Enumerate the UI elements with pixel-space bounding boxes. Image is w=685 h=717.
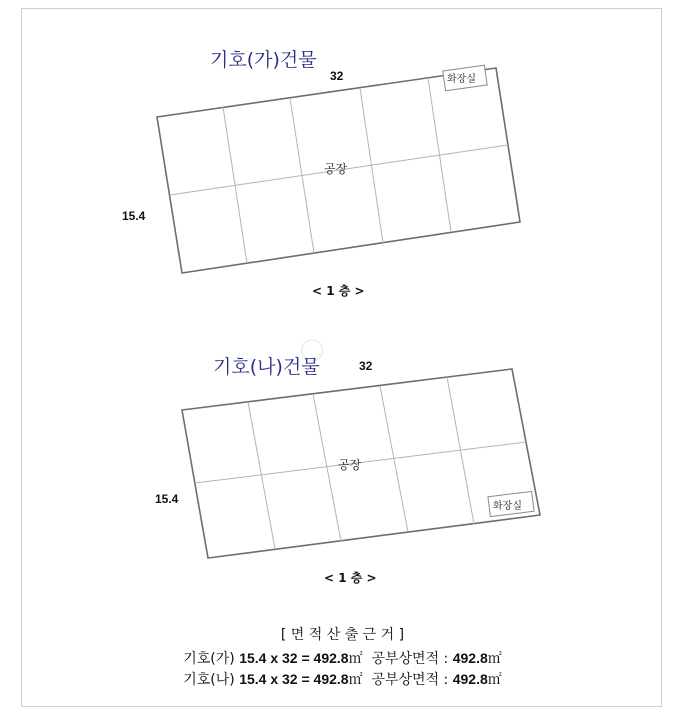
area-row-formula: 15.4 x 32 = 492.8 bbox=[239, 650, 349, 666]
area-basis-heading: [ 면 적 산 출 근 거 ] bbox=[280, 627, 405, 643]
building-a-plan bbox=[122, 49, 520, 298]
building-a-room-label: 공장 bbox=[324, 162, 348, 176]
area-row-unit: ㎡ bbox=[348, 651, 363, 667]
building-a-title: 기호(가)건물 bbox=[210, 49, 317, 71]
building-a-width-label: 15.4 bbox=[122, 209, 146, 223]
building-b-width-label: 15.4 bbox=[155, 492, 179, 506]
building-b-floor-label: < 1 층 > bbox=[324, 571, 377, 585]
building-b-room-label: 공장 bbox=[338, 458, 362, 472]
area-row-prefix: 기호(나) bbox=[183, 672, 235, 688]
area-row-record-label: 공부상면적 : bbox=[371, 672, 449, 688]
area-row-unit: ㎡ bbox=[348, 672, 363, 688]
area-basis-row bbox=[0, 669, 685, 689]
building-b-restroom-label: 화장실 bbox=[493, 501, 522, 512]
building-b-plan bbox=[155, 356, 540, 585]
watermark-logo: ◯ bbox=[300, 337, 325, 362]
area-row-record-unit: ㎡ bbox=[487, 651, 502, 667]
building-a-floor-label: < 1 층 > bbox=[312, 284, 365, 298]
area-row-prefix: 기호(가) bbox=[183, 651, 235, 667]
building-b-length-label: 32 bbox=[359, 359, 373, 373]
area-row-record-value: 492.8 bbox=[452, 671, 488, 687]
area-row-record-value: 492.8 bbox=[452, 650, 488, 666]
area-row-formula: 15.4 x 32 = 492.8 bbox=[239, 671, 349, 687]
building-b-title: 기호(나)건물 bbox=[213, 356, 320, 378]
area-row-record-unit: ㎡ bbox=[487, 672, 502, 688]
area-basis-row bbox=[0, 648, 685, 668]
building-a-restroom-label: 화장실 bbox=[447, 74, 476, 85]
area-row-record-label: 공부상면적 : bbox=[371, 651, 449, 667]
building-a-length-label: 32 bbox=[330, 69, 344, 83]
